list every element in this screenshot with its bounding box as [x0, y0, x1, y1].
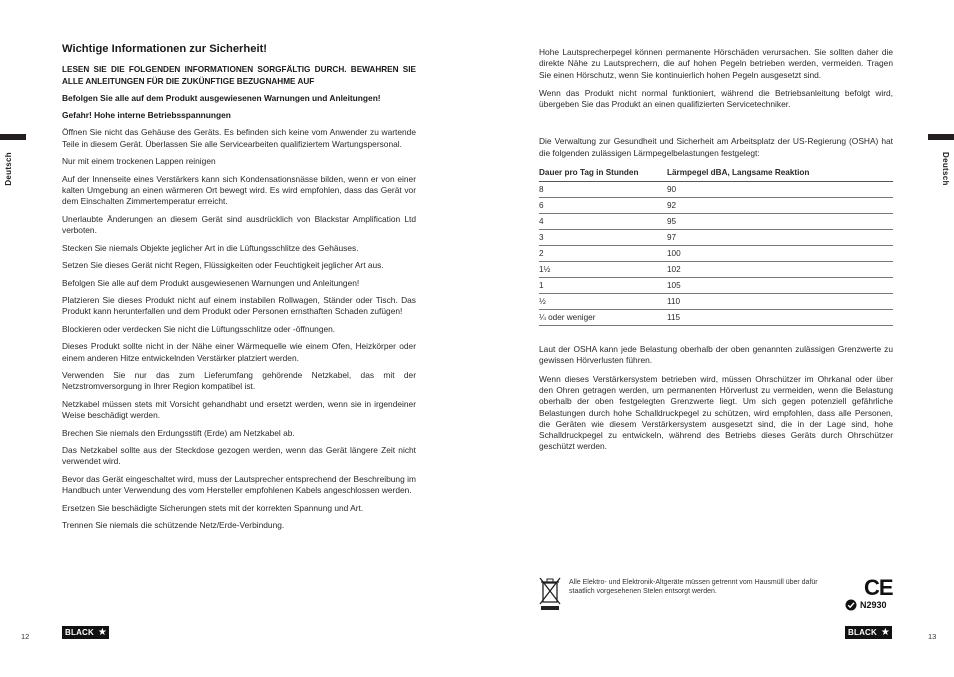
safety-paragraph: Setzen Sie dieses Gerät nicht Regen, Flüssigkeiten oder Feuchtigkeit jeglicher Art aus. [62, 260, 384, 271]
level-cell: 102 [667, 262, 893, 278]
ce-mark: CE [864, 575, 893, 600]
ctick-code: N2930 [860, 600, 887, 610]
level-cell: 105 [667, 278, 893, 294]
page-title: Wichtige Informationen zur Sicherheit! [62, 43, 268, 55]
table-row [539, 246, 893, 262]
side-tab-label: Deutsch [941, 152, 950, 186]
safety-paragraph: Befolgen Sie alle auf dem Produkt ausgewiesenen Warnungen und Anleitungen! [62, 277, 360, 288]
duration-cell: ½ [539, 294, 667, 310]
table-row [539, 262, 893, 278]
duration-cell: ¼ oder weniger [539, 310, 667, 326]
safety-paragraph: Bevor das Gerät eingeschaltet wird, muss der Lautsprecher entsprechend der Beschreibung im Handbuch unter Verwendung des vom Hersteller empfohlenen Kabels angeschlossen werden. [62, 473, 416, 496]
safety-column [62, 44, 416, 538]
table-header-row [539, 166, 893, 182]
osha-intro: Die Verwaltung zur Gesundheit und Sicherheit am Arbeitsplatz der US-Regierung (OSHA) hat die folgenden zulässigen Lärmpegelbelastungen festgelegt: [539, 136, 893, 158]
table-header-level: Lärmpegel dBA, Langsame Reaktion [667, 166, 893, 182]
noise-column [539, 47, 893, 460]
safety-paragraph: Das Netzkabel sollte aus der Steckdose gezogen werden, wenn das Gerät längere Zeit nicht verwendet wird. [62, 445, 416, 467]
safety-paragraph: Trennen Sie niemals die schützende Netz/Erde-Verbindung. [62, 520, 285, 531]
star-icon: ★ [97, 627, 107, 638]
safety-paragraph: Netzkabel müssen stets mit Vorsicht gehandhabt und ersetzt werden, wenn sie in irgendeiner Weise beschädigt werden. [62, 398, 416, 421]
caps-warning: LESEN SIE DIE FOLGENDEN INFORMATIONEN SORGFÄLTIG DURCH. BEWAHREN SIE ALLE ANLEITUNGEN FÜR DIE ZUKÜNFTIGE BEZUGNAHME AUF [62, 65, 416, 86]
level-cell: 97 [667, 230, 893, 246]
table-row [539, 278, 893, 294]
safety-paragraph: Öffnen Sie nicht das Gehäuse des Geräts. Es befinden sich keine vom Anwender zu wartende Teile in diesem Gerät. Überlassen Sie alle Servicearbeiten qualifiziertem Wartungspersonal. [62, 127, 416, 149]
safety-paragraph: Verwenden Sie nur das zum Lieferumfang gehörende Netzkabel, das mit der Netzstromversorgung in Ihrer Region kompatibel ist. [62, 370, 416, 392]
table-row [539, 182, 893, 198]
safety-paragraph: Brechen Sie niemals den Erdungsstift (Erde) am Netzkabel ab. [62, 427, 295, 438]
safety-paragraph: Auf der Innenseite eines Verstärkers kann sich Kondensationsnässe bilden, wenn er von einer kalten Umgebung an einen wärmeren Ort bewegt wird. Es wird empfohlen, dass das Gerät vor dem Einschalten Zimmertemperatur erreicht. [62, 173, 416, 207]
duration-cell: 3 [539, 230, 667, 246]
table-row [539, 294, 893, 310]
duration-cell: 2 [539, 246, 667, 262]
after-paragraph: Wenn dieses Verstärkersystem betrieben wird, müssen Ohrschützer im Ohrkanal oder über den Ohren getragen werden, um permanenten Hörverlust zu vermeiden, wenn die Belastung oberhalb der oben festgelegten Grenzwerte liegt. Um sich gegen potenziell gefährliche Belastungen durch hohe Schalldruckpegel zu schützen, wird empfohlen, dass alle Personen, die Geräten wie diesem Verstärkersystem ausgesetzt sind, die in der Lage sind, hohe Schalldruckpegel zu entwickeln, während des Betriebs dieses Geräts durch Ohrschützer geschützt werden. [539, 373, 893, 452]
level-cell: 90 [667, 182, 893, 198]
danger-heading: Gefahr! Hohe interne Betriebsspannungen [62, 110, 231, 121]
bold-warning: Befolgen Sie alle auf dem Produkt ausgewiesenen Warnungen und Anleitungen! [62, 92, 381, 103]
level-cell: 92 [667, 198, 893, 214]
weee-disposal-note: Alle Elektro- und Elektronik-Altgeräte müssen getrennt vom Hausmüll über dafür staatlich vorgesehenen Stelen entsorgt werden. [569, 579, 818, 595]
duration-cell: 8 [539, 182, 667, 198]
intro-paragraph: Hohe Lautsprecherpegel können permanente Hörschäden verursachen. Sie sollten daher die direkte Nähe zu Lautsprechern, die auf hohen Pegeln betrieben werden, vermeiden. Tragen Sie einen Hörschutz, wenn Sie kontinuierlich hohen Pegeln ausgesetzt sind. [539, 47, 893, 80]
level-cell: 115 [667, 310, 893, 326]
blackstar-logo-left: BLACK ★ [62, 626, 109, 639]
ctick-icon [845, 599, 857, 611]
table-row [539, 310, 893, 326]
table-row [539, 230, 893, 246]
safety-paragraph: Platzieren Sie dieses Produkt nicht auf einem instabilen Rollwagen, Ständer oder Tisch. Das Produkt kann herunterfallen und dem Produkt oder Personen ernsthaften Schaden zufügen! [62, 295, 416, 317]
safety-paragraph: Ersetzen Sie beschädigte Sicherungen stets mit der korrekten Spannung und Art. [62, 502, 364, 513]
safety-paragraphs [62, 127, 416, 531]
table-row [539, 214, 893, 230]
level-cell: 100 [667, 246, 893, 262]
safety-paragraph: Dieses Produkt sollte nicht in der Nähe einer Wärmequelle wie einem Ofen, Heizkörper oder einem anderen Hitze entwickelnden Verstärker platziert werden. [62, 341, 416, 363]
intro-paragraph: Wenn das Produkt nicht normal funktioniert, während die Betriebsanleitung befolgt wird, übergeben Sie das Produkt an einen qualifizierten Servicetechniker. [539, 87, 893, 110]
level-cell: 95 [667, 214, 893, 230]
duration-cell: 1½ [539, 262, 667, 278]
safety-paragraph: Nur mit einem trockenen Lappen reinigen [62, 156, 216, 167]
after-paragraph: Laut der OSHA kann jede Belastung oberhalb der oben genannten zulässigen Grenzwerte zu gewissen Hörverlusten führen. [539, 344, 893, 366]
noise-exposure-table [539, 166, 893, 326]
safety-paragraph: Blockieren oder verdecken Sie nicht die Lüftungsschlitze oder -öffnungen. [62, 323, 336, 334]
weee-bin-icon [539, 577, 561, 611]
side-tab-label: Deutsch [4, 152, 13, 186]
level-cell: 110 [667, 294, 893, 310]
page-number-left: 12 [21, 632, 30, 641]
duration-cell: 6 [539, 198, 667, 214]
duration-cell: 4 [539, 214, 667, 230]
blackstar-logo-right: BLACK ★ [845, 626, 892, 639]
side-tab-left [0, 134, 26, 204]
safety-paragraph: Stecken Sie niemals Objekte jeglicher Art in die Lüftungsschlitze des Gehäuses. [62, 242, 359, 253]
table-header-duration: Dauer pro Tag in Stunden [539, 166, 667, 182]
safety-paragraph: Unerlaubte Änderungen an diesem Gerät sind ausdrücklich von Blackstar Amplification Ltd verboten. [62, 213, 416, 236]
page-number-right: 13 [928, 632, 937, 641]
duration-cell: 1 [539, 278, 667, 294]
table-row [539, 198, 893, 214]
star-icon: ★ [880, 627, 890, 638]
side-tab-right [928, 134, 954, 204]
